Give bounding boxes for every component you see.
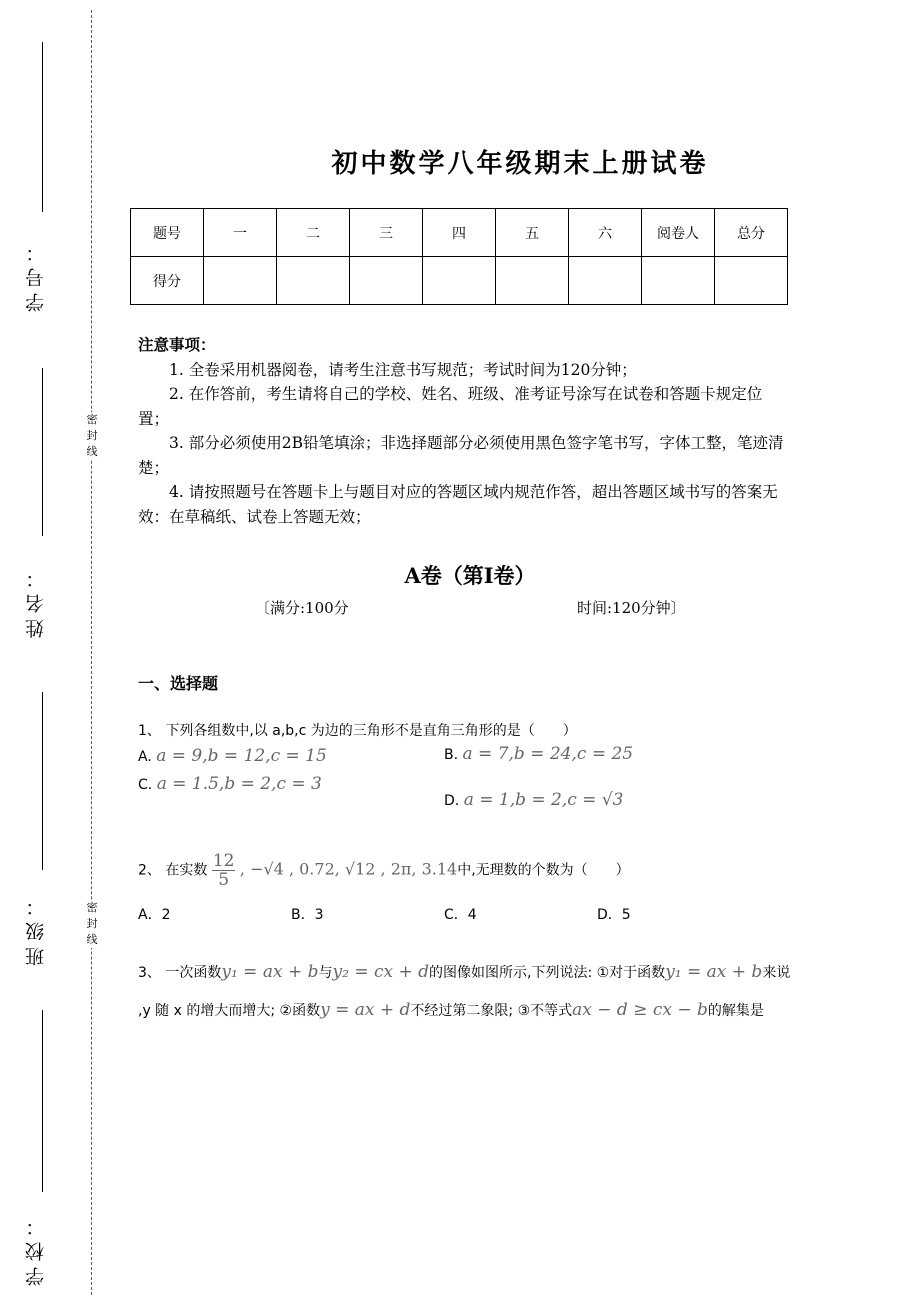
header-cell: 一 xyxy=(204,209,277,257)
score-cell[interactable] xyxy=(277,257,350,305)
score-cell[interactable] xyxy=(642,257,715,305)
class-label: 班级： xyxy=(25,891,47,966)
header-cell: 三 xyxy=(350,209,423,257)
score-cell[interactable] xyxy=(204,257,277,305)
score-cell[interactable] xyxy=(496,257,569,305)
q3-text: ,y 随 x 的增大而增大; ②函数 xyxy=(138,1003,321,1019)
section-heading: 一、选择题 xyxy=(138,674,219,693)
q3-formula-y1: y₁ = ax + b xyxy=(221,962,319,982)
q1-option-b[interactable] xyxy=(444,744,633,764)
q3-line-2 xyxy=(138,1000,764,1020)
option-label: C. xyxy=(138,777,153,793)
option-formula: a = 7,b = 24,c = 25 xyxy=(462,744,634,764)
q3-text: 的图像如图所示,下列说法: ①对于函数 xyxy=(429,965,666,981)
score-row-label: 得分 xyxy=(131,257,204,305)
q2-numbers: , −√4 , 0.72, √12 , 2π, 3.14 xyxy=(239,859,458,879)
student-id-underline xyxy=(42,42,43,212)
score-cell[interactable] xyxy=(350,257,423,305)
q3-line-1 xyxy=(138,962,790,982)
score-cell[interactable] xyxy=(423,257,496,305)
student-id-label: 学号： xyxy=(25,237,47,312)
seal-line-text-top: 密封线 xyxy=(84,412,100,460)
q3-formula-f: y = ax + d xyxy=(320,1000,411,1020)
option-label: B. xyxy=(444,747,459,763)
full-score: 〔满分:100分 xyxy=(255,599,349,617)
score-cell[interactable] xyxy=(715,257,788,305)
note-item: 1. 全卷采用机器阅卷，请考生注意书写规范；考试时间为120分钟； xyxy=(169,360,637,379)
q1-option-a[interactable] xyxy=(138,746,327,766)
q3-text: 不经过第二象限; ③不等式 xyxy=(410,1003,573,1019)
binding-dashed-line xyxy=(91,10,92,1295)
q3-formula-y2: y₂ = cx + d xyxy=(332,962,430,982)
note-item: 3. 部分必须使用2B铅笔填涂；非选择题部分必须使用黑色签字笔书写，字体工整，笔迹清楚； xyxy=(138,434,784,477)
q2-stem xyxy=(138,852,630,889)
header-cell: 五 xyxy=(496,209,569,257)
header-cell: 题号 xyxy=(131,209,204,257)
q2-option-a[interactable]: A．2 xyxy=(138,907,171,923)
option-label: D. xyxy=(444,793,460,809)
q3-formula-y1-repeat: y₁ = ax + b xyxy=(665,962,763,982)
score-cell[interactable] xyxy=(569,257,642,305)
exam-time: 时间:120分钟〕 xyxy=(577,599,686,617)
score-table-score-row xyxy=(131,257,788,305)
q3-text: 来说 xyxy=(762,965,791,981)
school-label: 学校： xyxy=(25,1211,47,1286)
header-cell: 二 xyxy=(277,209,350,257)
name-label: 姓名： xyxy=(25,563,47,638)
volume-title: A卷（第I卷） xyxy=(404,563,536,588)
seal-line-text-bottom: 密封线 xyxy=(84,900,100,948)
q2-option-d[interactable]: D．5 xyxy=(597,907,631,923)
class-underline xyxy=(42,692,43,870)
q2-suffix: 中,无理数的个数为（ ） xyxy=(457,862,630,879)
q2-option-c[interactable]: C．4 xyxy=(444,907,477,923)
q2-fraction xyxy=(212,852,236,889)
q1-option-c[interactable] xyxy=(138,774,322,794)
q2-option-b[interactable]: B．3 xyxy=(291,907,324,923)
score-table-header-row xyxy=(131,209,788,257)
school-underline xyxy=(42,1010,43,1192)
q2-prefix: 2、 在实数 xyxy=(138,862,208,879)
q3-formula-inequality: ax − d ≥ cx − b xyxy=(572,1000,708,1020)
header-cell: 总分 xyxy=(715,209,788,257)
note-item: 4. 请按照题号在答题卡上与题目对应的答题区域内规范作答，超出答题区域书写的答案无效：在草稿纸、试卷上答题无效； xyxy=(138,483,778,526)
fraction-numerator: 12 xyxy=(212,851,235,871)
option-formula: a = 9,b = 12,c = 15 xyxy=(156,746,327,766)
fraction-denominator: 5 xyxy=(218,870,230,890)
q3-text: 3、 一次函数 xyxy=(138,965,222,981)
header-cell: 四 xyxy=(423,209,496,257)
option-formula: a = 1.5,b = 2,c = 3 xyxy=(156,774,322,794)
option-formula: a = 1,b = 2,c = √3 xyxy=(463,790,624,810)
exam-title: 初中数学八年级期末上册试卷 xyxy=(331,149,709,179)
note-item: 2. 在作答前，考生请将自己的学校、姓名、班级、准考证号涂写在试卷和答题卡规定位置； xyxy=(138,385,763,428)
option-label: A. xyxy=(138,749,152,765)
notes-heading: 注意事项： xyxy=(138,335,216,354)
score-table xyxy=(130,208,788,305)
q1-stem: 1、 下列各组数中,以 a,b,c 为边的三角形不是直角三角形的是（ ） xyxy=(138,723,577,739)
name-underline xyxy=(42,368,43,536)
q3-text: 的解集是 xyxy=(707,1003,764,1019)
exam-notes xyxy=(138,333,788,529)
q3-text: 与 xyxy=(318,965,333,981)
header-cell: 六 xyxy=(569,209,642,257)
header-cell: 阅卷人 xyxy=(642,209,715,257)
q1-option-d[interactable] xyxy=(444,790,623,810)
